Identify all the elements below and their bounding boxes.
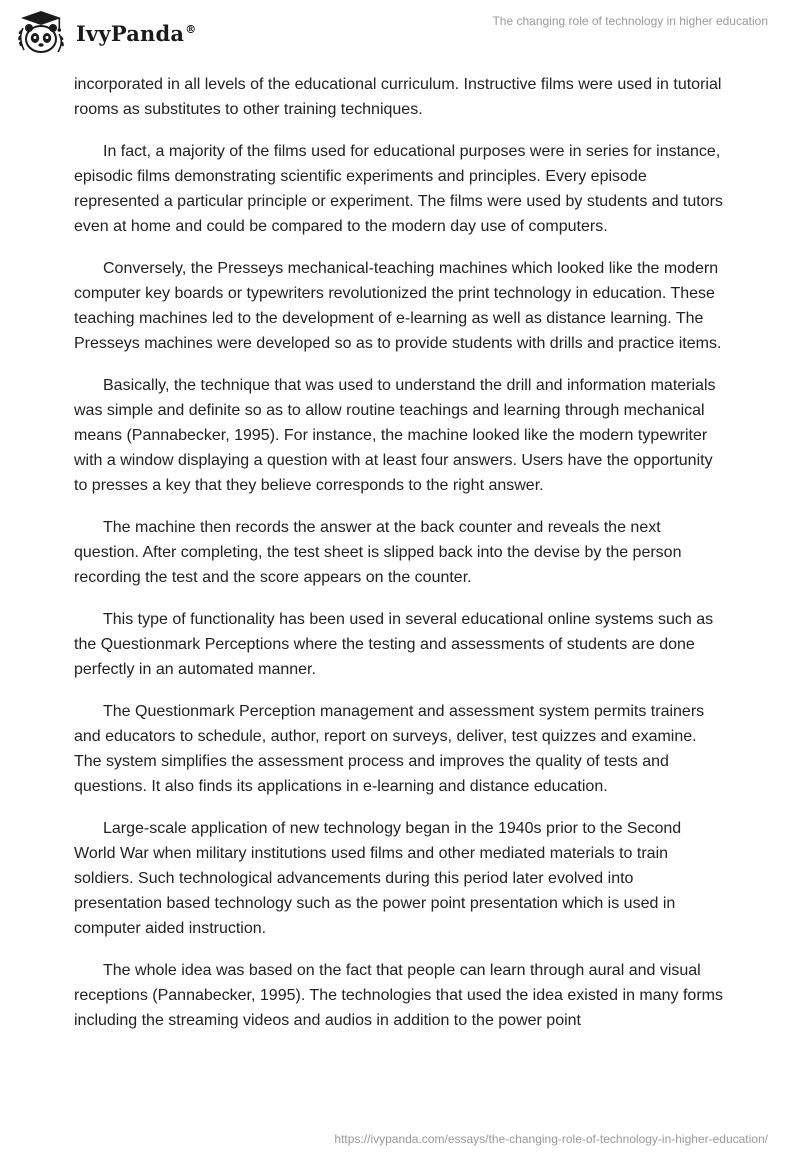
paragraph: Large-scale application of new technology began in the 1940s prior to the Second World War when military institutions used films and other mediated materials to train soldiers. Such technological advancements during this period later evolved into presentation based technology such as the power point presentation which is used in computer aided instruction. <box>74 820 682 937</box>
brand-name-text: IvyPanda <box>76 20 185 46</box>
registered-mark: ® <box>185 22 197 36</box>
paragraph: The machine then records the answer at the back counter and reveals the next question. After completing, the test sheet is slipped back into the devise by the person recording the test and the score appears on the counter. <box>74 519 682 586</box>
paragraph: In fact, a majority of the films used for educational purposes were in series for instance, episodic films demonstrating scientific experiments and principles. Every episode represented a particular principle or experiment. The films were used by students and tutors even at home and could be compared to the modern day use of computers. <box>74 143 723 235</box>
brand-name <box>76 21 196 46</box>
paragraph: Conversely, the Presseys mechanical-teaching machines which looked like the modern computer key boards or typewriters revolutionized the print technology in education. These teaching machines led to the development of e-learning as well as distance learning. The Presseys machines were developed so as to provide students with drills and practice items. <box>74 260 722 352</box>
paragraph: incorporated in all levels of the educational curriculum. Instructive films were used in tutorial rooms as substitutes to other training techniques. <box>74 76 722 118</box>
panda-graduate-logo-icon <box>14 10 68 56</box>
source-url[interactable]: https://ivypanda.com/essays/the-changing-role-of-technology-in-higher-education/ <box>334 1132 768 1146</box>
paragraph: This type of functionality has been used in several educational online systems such as the Questionmark Perceptions where the testing and assessments of students are done perfectly in an automated manner. <box>74 611 714 678</box>
page-header <box>0 0 800 64</box>
ivypanda-logo[interactable] <box>14 10 196 56</box>
paragraph: The whole idea was based on the fact that people can learn through aural and visual receptions (Pannabecker, 1995). The technologies that used the idea existed in many forms including the streaming videos and audios in addition to the power point <box>74 962 723 1029</box>
paragraph: The Questionmark Perception management and assessment system permits trainers and educators to schedule, author, report on surveys, deliver, test quizzes and examine. The system simplifies the assessment process and improves the quality of tests and questions. It also finds its applications in e-learning and distance education. <box>74 703 705 795</box>
document-title: The changing role of technology in higher education <box>492 14 768 28</box>
paragraph: Basically, the technique that was used to understand the drill and information materials was simple and definite so as to allow routine teachings and learning through mechanical means (Pannabecker, 1995). For instance, the machine looked like the modern typewriter with a window displaying a question with at least four answers. Users have the opportunity to presses a key that they believe corresponds to the right answer. <box>74 377 716 494</box>
essay-body <box>74 72 724 1050</box>
